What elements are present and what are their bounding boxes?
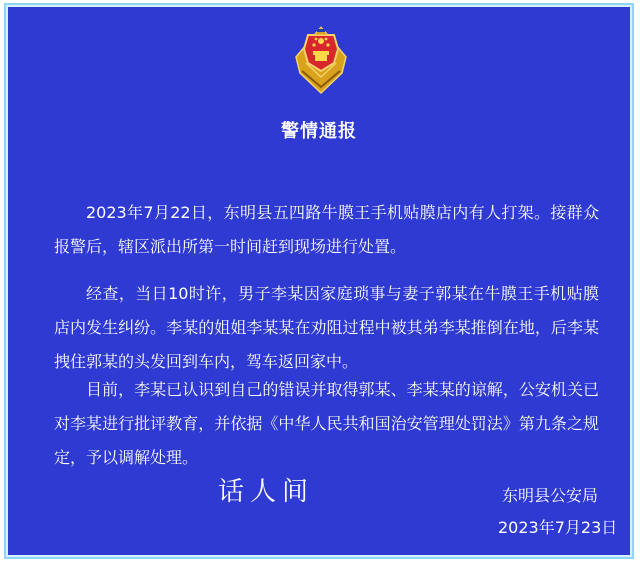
watermark-text: 话人间 [218, 477, 315, 507]
notice-panel [4, 3, 634, 559]
issuer: 东明县公安局 [502, 486, 599, 505]
police-badge-icon [292, 19, 350, 99]
paragraph-resolution: 目前，李某已认识到自己的错误并取得郭某、李某某的谅解，公安机关已对李某进行批评教育，并依据《中华人民共和国治安管理处罚法》第九条之规定，予以调解处理。 [54, 380, 599, 467]
paragraph-investigation: 经查，当日10时许，男子李某因家庭琐事与妻子郭某在牛膜王手机贴膜店内发生纠纷。李某的姐姐李某某在劝阻过程中被其弟李某推倒在地，后李某拽住郭某的头发回到车内，驾车返回家中。 [54, 284, 599, 371]
issue-date: 2023年7月23日 [498, 518, 618, 537]
paragraph-incident: 2023年7月22日，东明县五四路牛膜王手机贴膜店内有人打架。接群众报警后，辖区派出所第一时间赶到现场进行处置。 [54, 203, 599, 256]
notice-title: 警情通报 [281, 121, 357, 142]
